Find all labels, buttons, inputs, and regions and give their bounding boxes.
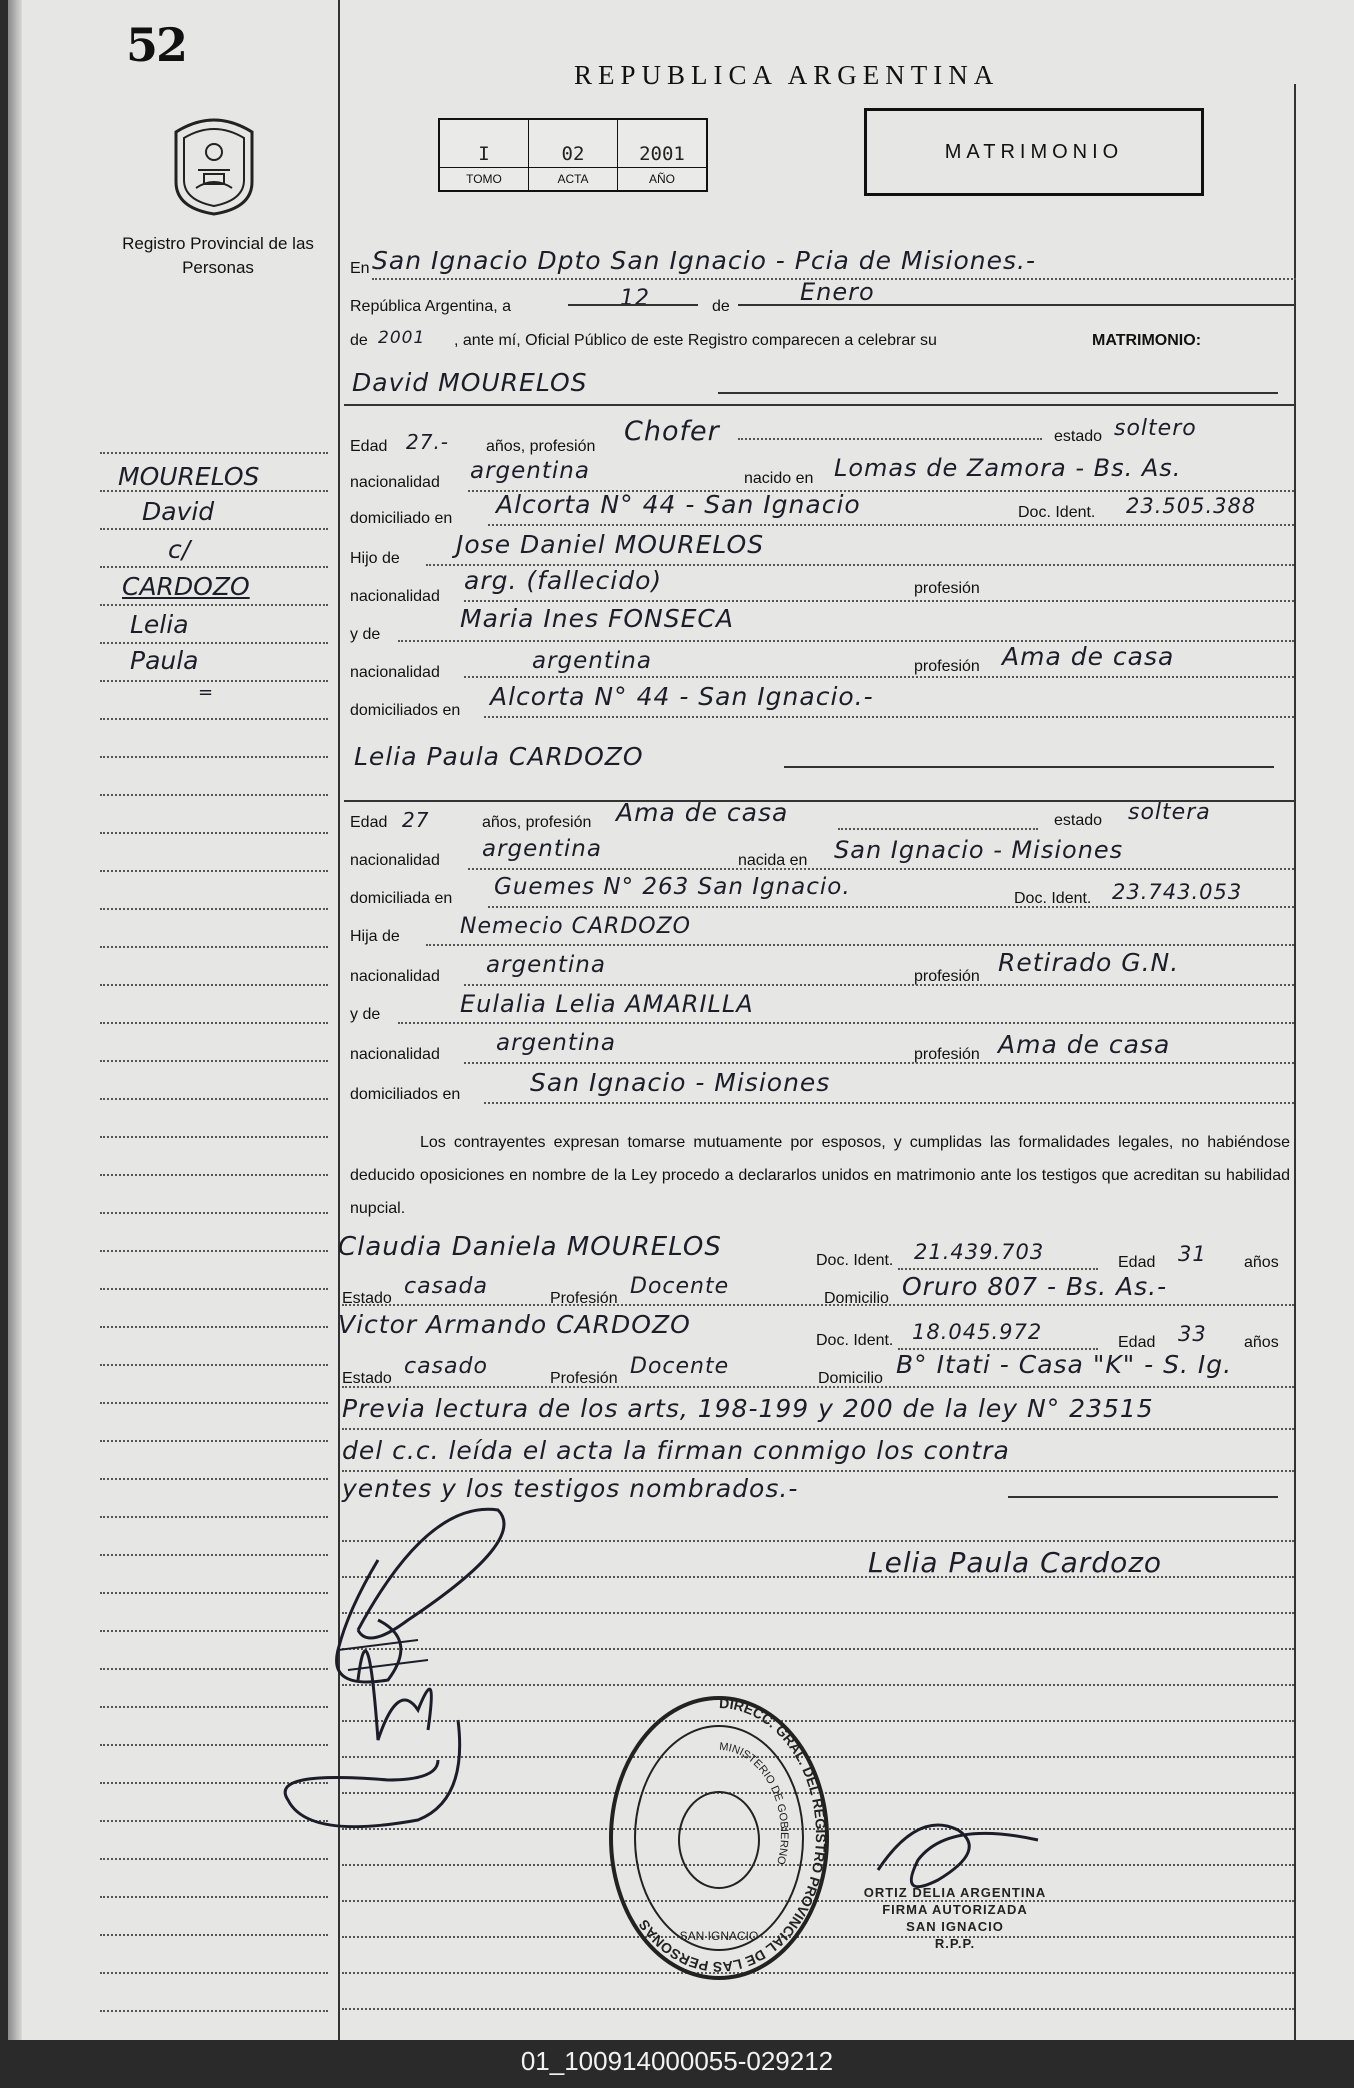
witness2-estado-label: Estado [342,1370,392,1387]
bride-name: Lelia Paula CARDOZO [354,742,644,771]
bride-profesion: Ama de casa [616,798,789,827]
bride-nac-line [468,868,1294,870]
margin-rule [100,1934,328,1936]
document-id: 01_100914000055-029212 [520,2046,834,2076]
authorized-name: ORTIZ DELIA ARGENTINA [863,1885,1047,1900]
act-type-label: MATRIMONIO [944,140,1124,163]
bride-padres-dom-line [484,1102,1294,1104]
margin-rule [100,832,328,834]
authorized-place: SAN IGNACIO [906,1919,1004,1934]
witness1-estado: casada [404,1274,488,1299]
closing-line-3: yentes y los testigos nombrados.- [342,1474,799,1503]
bride-padre-prof-label: profesión [914,968,980,985]
margin-rule [100,1136,328,1138]
bride-madre-prof: Ama de casa [998,1030,1171,1059]
margin-second-name-bride: Paula [130,646,199,675]
groom-yde-label: y de [350,626,381,643]
bride-edad-label: Edad [350,814,388,831]
margin-rule [100,452,328,454]
bride-padre-nac-label: nacionalidad [350,968,440,985]
bride-dom-line [488,906,1294,908]
bride-edad: 27 [402,808,430,832]
witness1-edad: 31 [1178,1242,1207,1266]
witness2-domicilio: B° Itati - Casa "K" - S. Ig. [896,1350,1233,1379]
margin-rule [100,908,328,910]
groom-estado-label: estado [1054,428,1103,445]
groom-dom-line [488,524,1294,526]
groom-prof-line [738,438,1042,440]
tomo-label: TOMO [439,168,529,192]
reference-table [438,118,708,192]
closing-rule-1 [342,1428,1294,1430]
groom-separator [344,404,1294,406]
bride-estado: soltera [1128,800,1211,825]
groom-padre-nac: arg. (fallecido) [464,566,663,595]
ano-label: AÑO [618,168,708,192]
bride-signature: Lelia Paula Cardozo [868,1546,1163,1579]
authorized-title: FIRMA AUTORIZADA [882,1902,1028,1917]
margin-rule [100,1896,328,1898]
witness1-estado-label: Estado [342,1290,392,1307]
witness2-edad: 33 [1178,1322,1207,1346]
tomo-value: I [439,119,529,168]
acta-value: 02 [529,119,618,168]
day-line [568,304,698,306]
bride-domiciliada-label: domiciliada en [350,890,453,907]
right-rule [1294,84,1296,2040]
witness2-edad-label: Edad [1118,1334,1156,1351]
witness1-doc-line [898,1268,1098,1270]
groom-padre-nac-line [464,600,1294,602]
bride-nacida: San Ignacio - Misiones [834,836,1124,864]
margin-rule [100,1288,328,1290]
groom-nacido-label: nacido en [744,470,814,487]
groom-padre: Jose Daniel MOURELOS [456,530,765,559]
witness-signatures [268,1480,548,1840]
binding-shadow [8,0,22,2040]
margin-rule [100,1402,328,1404]
witness2-doc-label: Doc. Ident. [816,1332,894,1349]
stamp-bottom-text: SAN IGNACIO [679,1929,759,1943]
groom-madre-nac-line [464,676,1294,678]
comparecen-text: , ante mí, Oficial Público de este Registro comparecen a celebrar su [454,332,937,349]
bride-hija-label: Hija de [350,928,400,945]
witness1-doc: 21.439.703 [914,1240,1045,1264]
groom-doc-label: Doc. Ident. [1018,504,1096,521]
bride-prof-line [838,828,1038,830]
acta-label: ACTA [529,168,618,192]
bride-nacionalidad-label: nacionalidad [350,852,440,869]
place-value: San Ignacio Dpto San Ignacio - Pcia de Misiones.- [372,246,1037,275]
bride-doc-label: Doc. Ident. [1014,890,1092,907]
bride-name-line [784,766,1274,768]
bride-padre-nac-line [464,984,1294,986]
margin-con: c/ [168,535,191,564]
closing-line-2: del c.c. leída el acta la firman conmigo los contra [342,1436,1010,1465]
witness1-line [342,1304,1294,1306]
bride-padre-prof: Retirado G.N. [998,948,1180,977]
margin-rule [100,1022,328,1024]
year-value: 2001 [378,328,426,348]
signature-rule [342,2008,1294,2010]
bride-estado-label: estado [1054,812,1103,829]
en-label: En [350,260,370,277]
day-value: 12 [620,286,650,311]
margin-rule [100,718,328,720]
year-prefix: de [350,332,368,349]
ano-value: 2001 [618,119,708,168]
bride-madre: Eulalia Lelia AMARILLA [460,990,754,1018]
margin-rule [100,1174,328,1176]
witness1-profesion: Docente [630,1274,730,1299]
witness2-domicilio-label: Domicilio [818,1370,883,1387]
groom-edad-label: Edad [350,438,388,455]
month-value: Enero [800,278,875,306]
groom-madre-prof-label: profesión [914,658,980,675]
page-number: 52 [126,18,187,72]
bride-padre-line [426,944,1294,946]
country-title: REPUBLICA ARGENTINA [574,60,1000,90]
republica-label: República Argentina, a [350,298,511,315]
witness2-anos-label: años [1244,1334,1279,1351]
margin-name-bride: Lelia [130,610,189,639]
margin-rule [100,1364,328,1366]
witness2-name: Victor Armando CARDOZO [338,1310,691,1339]
groom-padre-prof-label: profesión [914,580,980,597]
bride-anos-profesion-label: años, profesión [482,814,592,831]
margin-surname-bride: CARDOZO [122,572,250,601]
groom-padres-dom-label: domiciliados en [350,702,461,719]
groom-madre: Maria Ines FONSECA [460,604,734,633]
witness2-profesion: Docente [630,1354,730,1379]
margin-rule [100,1212,328,1214]
margin-rule [100,870,328,872]
margin-rule [100,1440,328,1442]
groom-padres-dom-line [484,716,1294,718]
margin-rule [100,1858,328,1860]
margin-rule [100,1098,328,1100]
margin-name-groom: David [142,497,215,526]
bride-madre-nac-line [464,1062,1294,1064]
stamp-inner-text: MINISTERIO DE GOBIERNO [718,1740,790,1866]
witness1-name: Claudia Daniela MOURELOS [338,1232,722,1262]
margin-rule [100,756,328,758]
margin-rule [100,946,328,948]
groom-madre-nac: argentina [532,648,652,674]
margin-rule [100,794,328,796]
bride-domicilio: Guemes N° 263 San Ignacio. [494,874,851,900]
stamp-outer-text: DIRECC. GRAL. DEL REGISTRO PROVINCIAL DE LAS PERSONAS [635,1694,830,1976]
groom-domiciliado-label: domiciliado en [350,510,453,527]
authorized-signature-block [840,1884,1070,1952]
bride-madre-prof-label: profesión [914,1046,980,1063]
groom-nacido: Lomas de Zamora - Bs. As. [834,454,1182,482]
groom-nacionalidad: argentina [470,458,590,484]
margin-rule [100,1972,328,1974]
bride-madre-nac-label: nacionalidad [350,1046,440,1063]
witness1-profesion-label: Profesión [550,1290,618,1307]
witness2-line [342,1386,1294,1388]
matrimonio-word: MATRIMONIO: [1092,332,1202,349]
groom-madre-prof: Ama de casa [1002,642,1175,671]
registry-name: Registro Provincial de las Personas [122,234,314,277]
witness2-doc: 18.045.972 [912,1320,1043,1344]
bride-nacida-label: nacida en [738,852,808,869]
month-line [738,304,1294,306]
witness1-domicilio: Oruro 807 - Bs. As.- [902,1272,1168,1301]
bride-nacionalidad: argentina [482,836,602,862]
de-label: de [712,298,730,315]
groom-doc: 23.505.388 [1126,494,1257,518]
closing-end-line [1008,1496,1278,1498]
declaration-text: Los contrayentes expresan tomarse mutuamente por esposos, y cumplidas las formalidades legales, no habiéndose deducido oposiciones en nombre de la Ley procedo a declararlos unidos en matrimonio ante los testigos que acreditan su habilidad nupcial. [350,1134,1290,1217]
margin-rule [100,984,328,986]
margin-rule [100,1326,328,1328]
margin-rule [100,2010,328,2012]
margin-rule [100,642,328,644]
official-stamp [604,1690,834,1990]
groom-padres-dom: Alcorta N° 44 - San Ignacio.- [490,682,874,711]
witness1-anos-label: años [1244,1254,1279,1271]
witness2-estado: casado [404,1354,488,1379]
groom-name: David MOURELOS [352,368,588,397]
closing-rule-2 [342,1470,1294,1472]
margin-rule [100,1250,328,1252]
bride-padre-nac: argentina [486,952,606,978]
margin-rule [100,1060,328,1062]
groom-edad: 27.- [406,430,450,454]
margin-surname-groom: MOURELOS [118,462,260,491]
closing-line-1: Previa lectura de los arts, 198-199 y 200 de la ley N° 23515 [342,1394,1154,1423]
margin-rule [100,604,328,606]
witness2-profesion-label: Profesión [550,1370,618,1387]
groom-anos-profesion-label: años, profesión [486,438,596,455]
act-type-box [864,108,1204,196]
margin-end-mark: = [198,682,214,703]
document-page [8,0,1354,2040]
groom-domicilio: Alcorta N° 44 - San Ignacio [496,490,861,519]
bride-yde-label: y de [350,1006,381,1023]
bride-doc: 23.743.053 [1112,880,1243,904]
bride-padre: Nemecio CARDOZO [460,914,691,939]
bride-padres-dom-label: domiciliados en [350,1086,461,1103]
margin-rule [100,680,328,682]
groom-name-line [718,392,1278,394]
margin-rule [100,566,328,568]
groom-estado: soltero [1114,416,1197,441]
witness1-domicilio-label: Domicilio [824,1290,889,1307]
bride-madre-line [398,1022,1294,1024]
margin-rule [100,528,328,530]
groom-madre-nac-label: nacionalidad [350,664,440,681]
groom-hijo-label: Hijo de [350,550,400,567]
witness1-doc-label: Doc. Ident. [816,1252,894,1269]
groom-profesion: Chofer [624,416,720,447]
province-seal-icon [168,112,260,216]
witness1-edad-label: Edad [1118,1254,1156,1271]
groom-nacionalidad-label: nacionalidad [350,474,440,491]
authorized-office: R.P.P. [934,1936,976,1951]
bride-padres-dom: San Ignacio - Misiones [530,1068,831,1097]
groom-padre-nac-label: nacionalidad [350,588,440,605]
bride-madre-nac: argentina [496,1030,616,1056]
